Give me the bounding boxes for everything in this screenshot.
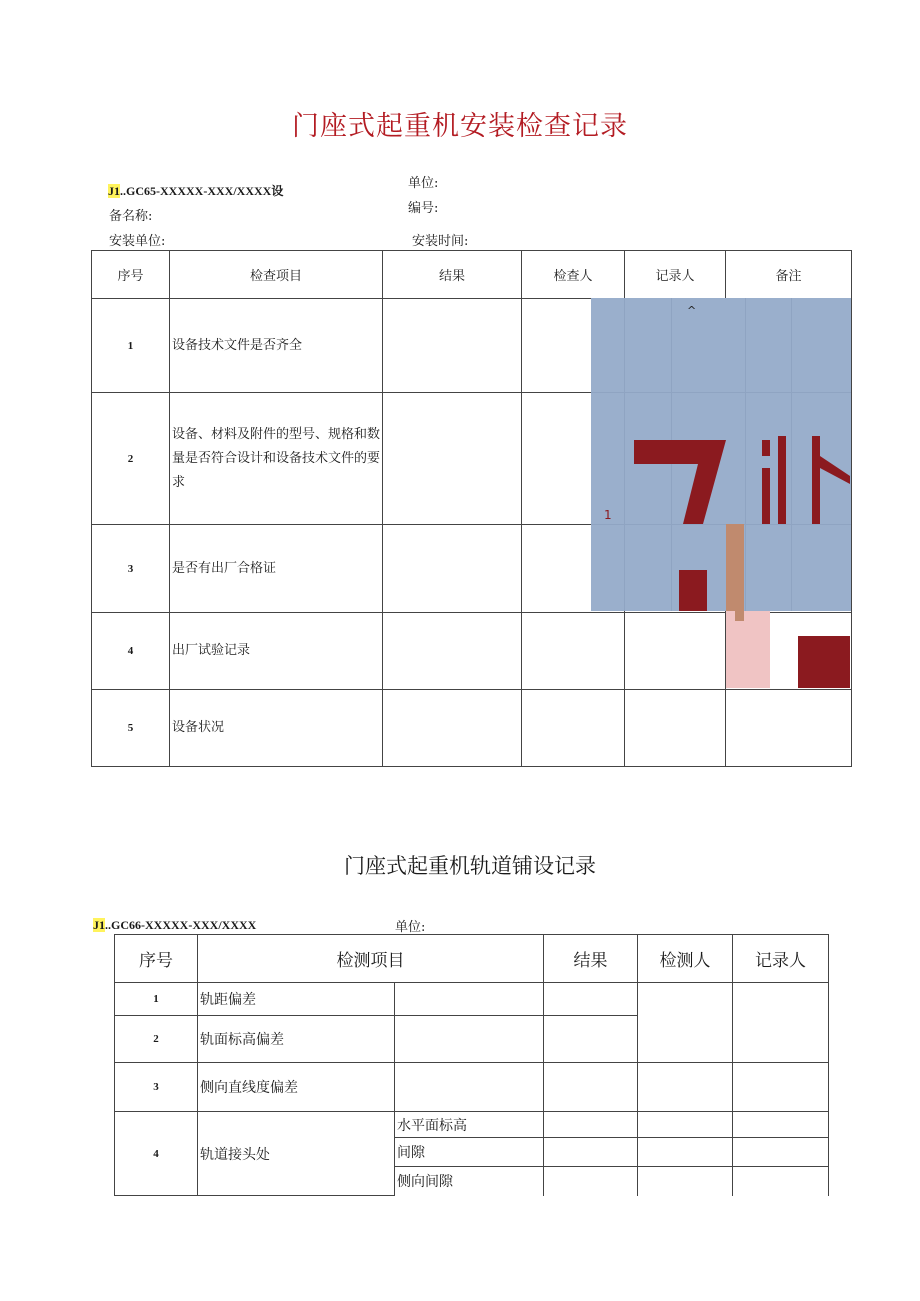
row-item: 轨面标高偏差 bbox=[198, 1016, 395, 1063]
row-no: 1 bbox=[92, 299, 170, 393]
recorder-cell[interactable] bbox=[625, 690, 726, 767]
overlay-graphic bbox=[591, 298, 851, 611]
header-recorder: 记录人 bbox=[625, 251, 726, 299]
result-cell[interactable] bbox=[383, 299, 522, 393]
result-cell[interactable] bbox=[544, 1112, 638, 1138]
recorder-cell[interactable] bbox=[733, 1112, 829, 1138]
row-item: 设备状况 bbox=[170, 690, 383, 767]
table-row bbox=[115, 1112, 829, 1138]
detail-cell[interactable] bbox=[395, 983, 544, 1016]
result-cell[interactable] bbox=[383, 393, 522, 525]
device-name-label: 备名称: bbox=[109, 209, 153, 224]
table-row bbox=[115, 1063, 829, 1112]
overlay-number: 1 bbox=[604, 508, 612, 522]
result-cell[interactable] bbox=[544, 1167, 638, 1196]
row-no: 4 bbox=[92, 613, 170, 690]
tester-cell[interactable] bbox=[638, 1138, 733, 1167]
number-label: 编号: bbox=[408, 201, 439, 216]
row-item: 轨距偏差 bbox=[198, 983, 395, 1016]
row-item: 出厂试验记录 bbox=[170, 613, 383, 690]
detail-cell[interactable] bbox=[395, 1063, 544, 1112]
table-header-row bbox=[115, 935, 829, 983]
row-item: 设备技术文件是否齐全 bbox=[170, 299, 383, 393]
sub-item: 间隙 bbox=[395, 1138, 544, 1167]
row-item: 是否有出厂合格证 bbox=[170, 525, 383, 613]
header-no: 序号 bbox=[115, 935, 198, 983]
result-cell[interactable] bbox=[544, 1063, 638, 1112]
header-item: 检测项目 bbox=[198, 935, 544, 983]
row-no: 1 bbox=[115, 983, 198, 1016]
code-prefix: J1 bbox=[108, 184, 120, 198]
sub-item: 侧向间隙 bbox=[395, 1167, 544, 1196]
overlay-caret: ^ bbox=[687, 304, 697, 317]
result-cell[interactable] bbox=[544, 983, 638, 1016]
code-rest: ..GC65-XXXXX-XXX/XXXX设 bbox=[120, 184, 284, 198]
recorder-cell[interactable] bbox=[733, 983, 829, 1063]
tester-cell[interactable] bbox=[638, 1063, 733, 1112]
seven-shape bbox=[634, 440, 726, 524]
recorder-cell[interactable] bbox=[733, 1138, 829, 1167]
tester-cell[interactable] bbox=[638, 983, 733, 1063]
row-item: 侧向直线度偏差 bbox=[198, 1063, 395, 1112]
table-header-row bbox=[92, 251, 852, 299]
inspector-cell[interactable] bbox=[522, 690, 625, 767]
header-recorder: 记录人 bbox=[733, 935, 829, 983]
row-no: 2 bbox=[92, 393, 170, 525]
wedge-shape bbox=[820, 456, 850, 484]
unit-label: 单位: bbox=[408, 176, 439, 191]
track-table bbox=[114, 934, 829, 1196]
result-cell[interactable] bbox=[544, 1016, 638, 1063]
header-inspector: 检查人 bbox=[522, 251, 625, 299]
header-remark: 备注 bbox=[726, 251, 852, 299]
row-no: 3 bbox=[115, 1063, 198, 1112]
header-result: 结果 bbox=[544, 935, 638, 983]
sub-item: 水平面标高 bbox=[395, 1112, 544, 1138]
detail-cell[interactable] bbox=[395, 1016, 544, 1063]
bar-shape bbox=[762, 440, 770, 456]
bar-shape bbox=[778, 436, 786, 524]
row-no: 3 bbox=[92, 525, 170, 613]
recorder-cell[interactable] bbox=[733, 1167, 829, 1196]
form-code bbox=[93, 918, 256, 933]
header-no: 序号 bbox=[92, 251, 170, 299]
header-result: 结果 bbox=[383, 251, 522, 299]
inspector-cell[interactable] bbox=[522, 613, 625, 690]
result-cell[interactable] bbox=[383, 525, 522, 613]
result-cell[interactable] bbox=[383, 690, 522, 767]
row-item: 轨道接头处 bbox=[198, 1112, 395, 1196]
tan-bar bbox=[726, 524, 744, 611]
unit-label: 单位: bbox=[395, 920, 426, 935]
recorder-cell[interactable] bbox=[733, 1063, 829, 1112]
tester-cell[interactable] bbox=[638, 1112, 733, 1138]
form-code bbox=[108, 182, 283, 199]
table-row bbox=[115, 983, 829, 1016]
overlay-shapes bbox=[591, 298, 851, 611]
page-title: 门座式起重机安装检查记录 bbox=[292, 111, 628, 142]
result-cell[interactable] bbox=[383, 613, 522, 690]
row-no: 2 bbox=[115, 1016, 198, 1063]
header-item: 检查项目 bbox=[170, 251, 383, 299]
dark-block bbox=[798, 636, 850, 688]
section-title: 门座式起重机轨道铺设记录 bbox=[344, 854, 596, 878]
table-row bbox=[92, 690, 852, 767]
tan-block bbox=[735, 611, 744, 621]
code-prefix: J1 bbox=[93, 918, 105, 932]
tester-cell[interactable] bbox=[638, 1167, 733, 1196]
result-cell[interactable] bbox=[544, 1138, 638, 1167]
install-time-label: 安装时间: bbox=[412, 234, 469, 249]
row-no: 5 bbox=[92, 690, 170, 767]
code-rest: ..GC66-XXXXX-XXX/XXXX bbox=[105, 918, 257, 932]
recorder-cell[interactable] bbox=[625, 613, 726, 690]
bar-shape bbox=[812, 436, 820, 524]
header-tester: 检测人 bbox=[638, 935, 733, 983]
block-shape bbox=[679, 570, 707, 611]
row-item: 设备、材料及附件的型号、规格和数量是否符合设计和设备技术文件的要求 bbox=[170, 393, 383, 525]
install-unit-label: 安装单位: bbox=[109, 234, 166, 249]
remark-cell[interactable] bbox=[726, 690, 852, 767]
row-no: 4 bbox=[115, 1112, 198, 1196]
pink-block bbox=[726, 611, 770, 688]
bar-shape bbox=[762, 468, 770, 524]
